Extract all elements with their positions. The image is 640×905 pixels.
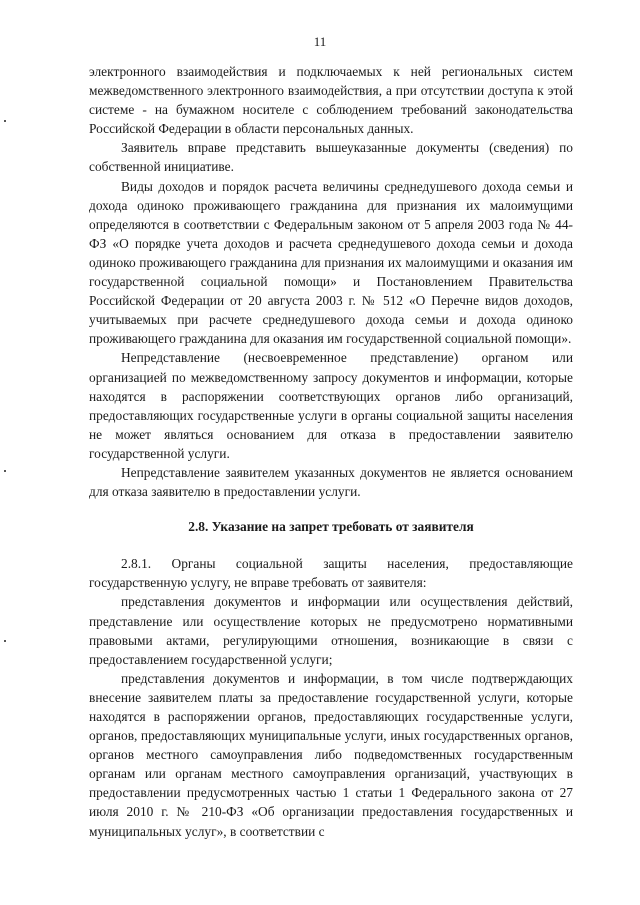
paragraph-2-8-1: 2.8.1. Органы социальной защиты населения, предоставляющие государственную услугу, не вправе требовать от заявителя: (89, 556, 573, 591)
paragraph-non-submission-agencies: Непредставление (несвоевременное представление) органом или организацией по межведомственному запросу документов и информации, которые находятся в распоряжении соответствующих органов либо организаций, предоставляющих государственные услуги в органы социальной защиты населения не может являться основанием для отказа в предоставлении заявителю государственной услуги. (89, 350, 573, 461)
document-body (89, 62, 573, 841)
paragraph-applicant-right: Заявитель вправе представить вышеуказанные документы (сведения) по собственной инициативе. (89, 140, 573, 175)
scan-edge-mark (4, 470, 6, 472)
page-number: 11 (313, 34, 327, 49)
scan-edge-mark (4, 120, 6, 122)
scan-edge-mark (4, 640, 6, 642)
paragraph-prohibition-1: представления документов и информации или осуществления действий, представление или осуществление которых не предусмотрено нормативными правовыми актами, регулирующими отношения, возникающие в связи с предоставлением государственной услуги; (89, 594, 573, 667)
section-heading: 2.8. Указание на запрет требовать от заявителя (188, 519, 474, 535)
paragraph-prohibition-2: представления документов и информации, в том числе подтверждающих внесение заявителем платы за предоставление государственной услуги, которые находятся в распоряжении органов, предоставляющих государственные услуги, органов, предоставляющих муниципальные услуги, иных государственных органов, органов местного самоуправления либо подведомственных государственным органам или органам местного самоуправления организаций, участвующих в предоставлении предусмотренных частью 1 статьи 1 Федерального закона от 27 июля 2010 г. № 210-ФЗ «Об организации предоставления государственных и муниципальных услуг», в соответствии с (89, 670, 573, 839)
paragraph-non-submission-applicant: Непредставление заявителем указанных документов не является основанием для отказа заявителю в предоставлении услуги. (89, 464, 573, 500)
paragraph-continuation: электронного взаимодействия и подключаемых к ней региональных систем межведомственного электронного взаимодействия, а при отсутствии доступа к этой системе - на бумажном носителе с соблюдением требований законодательства Российской Федерации в области персональных данных. (89, 64, 573, 137)
paragraph-income-types: Виды доходов и порядок расчета величины среднедушевого дохода семьи и дохода одиноко проживающего гражданина для признания их малоимущими определяются в соответствии с Федеральным законом от 5 апреля 2003 года № 44-ФЗ «О порядке учета доходов и расчета среднедушевого дохода семьи и дохода одиноко проживающего гражданина для признания их малоимущими и оказания им государственной социальной помощи» и Постановлением Правительства Российской Федерации от 20 августа 2003 г. № 512 «О Перечне видов доходов, учитываемых при расчете среднедушевого дохода семьи и дохода одиноко проживающего гражданина для оказания им государственной социальной помощи». (89, 178, 573, 347)
